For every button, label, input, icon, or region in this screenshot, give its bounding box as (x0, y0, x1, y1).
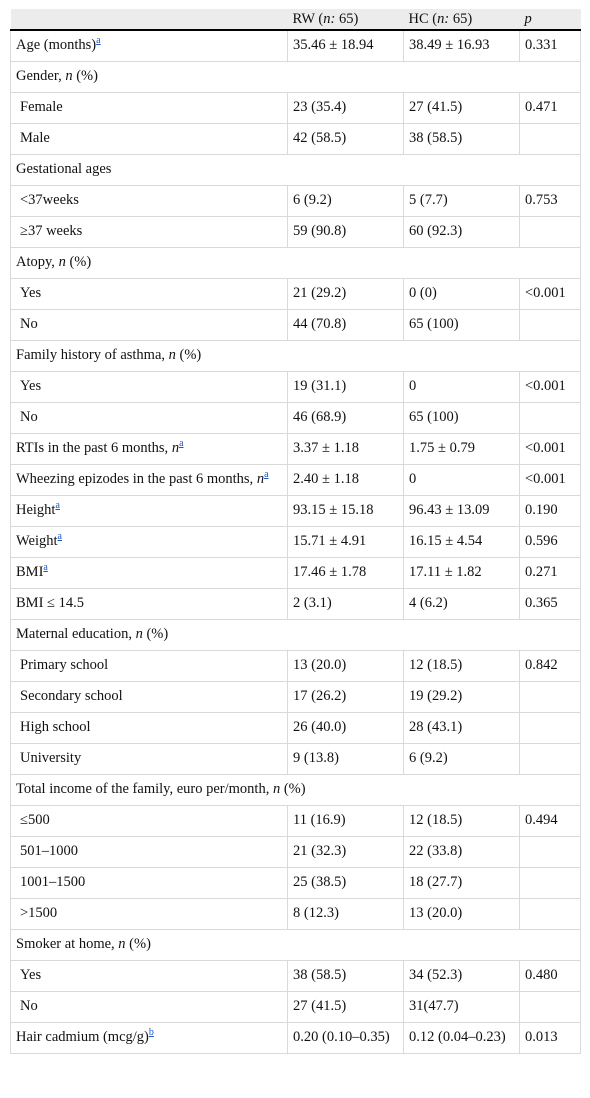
footnote-link[interactable]: a (264, 469, 269, 481)
cell-hc: 13 (20.0) (404, 899, 520, 930)
cell-rw: 27 (41.5) (288, 992, 404, 1023)
table-row (11, 992, 581, 1023)
table-row (11, 961, 581, 992)
cell-hc: 5 (7.7) (404, 186, 520, 217)
table-row (11, 93, 581, 124)
cell-p: 0.480 (520, 961, 581, 992)
cell-hc: 65 (100) (404, 403, 520, 434)
cell-hc: 65 (100) (404, 310, 520, 341)
cell-hc: 0.12 (0.04–0.23) (404, 1023, 520, 1054)
table-row (11, 682, 581, 713)
footnote-link[interactable]: a (96, 35, 101, 47)
cell-p (520, 682, 581, 713)
row-label: Secondary school (11, 682, 288, 713)
cell-p: 0.013 (520, 1023, 581, 1054)
cell-rw: 42 (58.5) (288, 124, 404, 155)
cell-hc: 96.43 ± 13.09 (404, 496, 520, 527)
cell-p: 0.471 (520, 93, 581, 124)
cell-rw: 21 (29.2) (288, 279, 404, 310)
cell-rw: 17 (26.2) (288, 682, 404, 713)
header-row (11, 9, 581, 30)
cell-p (520, 217, 581, 248)
row-label: RTIs in the past 6 months, n$^a$ (11, 434, 288, 465)
cell-hc: 4 (6.2) (404, 589, 520, 620)
cell-p: <0.001 (520, 279, 581, 310)
row-label: No (11, 403, 288, 434)
cell-hc: 31(47.7) (404, 992, 520, 1023)
row-label: <37weeks (11, 186, 288, 217)
section-row (11, 930, 581, 961)
cell-p: 0.596 (520, 527, 581, 558)
cell-p: 0.753 (520, 186, 581, 217)
cell-hc: 28 (43.1) (404, 713, 520, 744)
header-p: p (520, 9, 581, 30)
footnote-link[interactable]: b (148, 1027, 154, 1039)
row-label: BMI$^a$ (11, 558, 288, 589)
row-label: >1500 (11, 899, 288, 930)
table-row (11, 589, 581, 620)
section-label: Atopy, n (%) (11, 248, 581, 279)
footnote-link[interactable]: a (57, 531, 62, 543)
cell-p: 0.331 (520, 30, 581, 62)
cell-hc: 0 (404, 372, 520, 403)
section-row (11, 620, 581, 651)
cell-hc: 12 (18.5) (404, 651, 520, 682)
cell-p: 0.494 (520, 806, 581, 837)
cell-rw: 2.40 ± 1.18 (288, 465, 404, 496)
cell-hc: 22 (33.8) (404, 837, 520, 868)
row-label: Yes (11, 372, 288, 403)
section-row (11, 155, 581, 186)
cell-hc: 19 (29.2) (404, 682, 520, 713)
cell-p: 0.842 (520, 651, 581, 682)
row-label: ≤500 (11, 806, 288, 837)
section-row (11, 62, 581, 93)
cell-rw: 2 (3.1) (288, 589, 404, 620)
table-row (11, 124, 581, 155)
cell-p (520, 713, 581, 744)
cell-hc: 16.15 ± 4.54 (404, 527, 520, 558)
cell-hc: 27 (41.5) (404, 93, 520, 124)
cell-rw: 23 (35.4) (288, 93, 404, 124)
section-label: Gender, n (%) (11, 62, 581, 93)
section-row (11, 248, 581, 279)
section-label: Maternal education, n (%) (11, 620, 581, 651)
row-label: ≥37 weeks (11, 217, 288, 248)
table-row (11, 217, 581, 248)
table-row (11, 496, 581, 527)
row-label: Primary school (11, 651, 288, 682)
table-row (11, 310, 581, 341)
table-row (11, 713, 581, 744)
cell-rw: 17.46 ± 1.78 (288, 558, 404, 589)
row-label: Age (months)$^a$ (11, 30, 288, 62)
cell-rw: 8 (12.3) (288, 899, 404, 930)
row-label: BMI ≤ 14.5 (11, 589, 288, 620)
cell-p (520, 899, 581, 930)
cell-rw: 13 (20.0) (288, 651, 404, 682)
table-container (10, 9, 580, 1054)
row-label: Wheezing epizodes in the past 6 months, n$^a$ (11, 465, 288, 496)
cell-rw: 6 (9.2) (288, 186, 404, 217)
cell-p (520, 837, 581, 868)
cell-hc: 0 (404, 465, 520, 496)
footnote-link[interactable]: a (179, 438, 184, 450)
row-label: Yes (11, 279, 288, 310)
section-label: Family history of asthma, n (%) (11, 341, 581, 372)
cell-rw: 3.37 ± 1.18 (288, 434, 404, 465)
table-row (11, 465, 581, 496)
section-row (11, 775, 581, 806)
row-label: 501–1000 (11, 837, 288, 868)
demographics-table (10, 9, 581, 1054)
cell-rw: 19 (31.1) (288, 372, 404, 403)
cell-p: <0.001 (520, 465, 581, 496)
row-label: Hair cadmium (mcg/g)$^b$ (11, 1023, 288, 1054)
footnote-link[interactable]: a (43, 562, 48, 574)
cell-rw: 0.20 (0.10–0.35) (288, 1023, 404, 1054)
cell-p (520, 992, 581, 1023)
row-label: Height$^a$ (11, 496, 288, 527)
cell-p: <0.001 (520, 434, 581, 465)
table-row (11, 837, 581, 868)
table-row (11, 434, 581, 465)
table-row (11, 806, 581, 837)
cell-hc: 34 (52.3) (404, 961, 520, 992)
table-row (11, 403, 581, 434)
table-row (11, 558, 581, 589)
footnote-link[interactable]: a (55, 500, 60, 512)
cell-p (520, 124, 581, 155)
header-rw: RW (n: 65) (288, 9, 404, 30)
cell-p: 0.271 (520, 558, 581, 589)
table-row (11, 186, 581, 217)
cell-rw: 9 (13.8) (288, 744, 404, 775)
cell-p: 0.365 (520, 589, 581, 620)
header-hc: HC (n: 65) (404, 9, 520, 30)
cell-rw: 59 (90.8) (288, 217, 404, 248)
cell-rw: 46 (68.9) (288, 403, 404, 434)
cell-hc: 60 (92.3) (404, 217, 520, 248)
table-row (11, 651, 581, 682)
table-row (11, 899, 581, 930)
cell-hc: 1.75 ± 0.79 (404, 434, 520, 465)
table-row (11, 1023, 581, 1054)
cell-rw: 21 (32.3) (288, 837, 404, 868)
row-label: Female (11, 93, 288, 124)
row-label: Male (11, 124, 288, 155)
row-label: University (11, 744, 288, 775)
cell-rw: 25 (38.5) (288, 868, 404, 899)
cell-hc: 0 (0) (404, 279, 520, 310)
cell-p (520, 868, 581, 899)
cell-rw: 11 (16.9) (288, 806, 404, 837)
cell-p: <0.001 (520, 372, 581, 403)
cell-hc: 17.11 ± 1.82 (404, 558, 520, 589)
table-row (11, 372, 581, 403)
table-row (11, 30, 581, 62)
cell-rw: 44 (70.8) (288, 310, 404, 341)
section-label: Total income of the family, euro per/month, n (%) (11, 775, 581, 806)
section-label: Smoker at home, n (%) (11, 930, 581, 961)
cell-rw: 35.46 ± 18.94 (288, 30, 404, 62)
header-variable (11, 9, 288, 30)
section-label: Gestational ages (11, 155, 581, 186)
section-row (11, 341, 581, 372)
cell-hc: 6 (9.2) (404, 744, 520, 775)
row-label: 1001–1500 (11, 868, 288, 899)
table-row (11, 527, 581, 558)
row-label: High school (11, 713, 288, 744)
cell-rw: 15.71 ± 4.91 (288, 527, 404, 558)
table-row (11, 744, 581, 775)
cell-p (520, 403, 581, 434)
row-label: No (11, 310, 288, 341)
table-row (11, 868, 581, 899)
cell-rw: 26 (40.0) (288, 713, 404, 744)
cell-p (520, 310, 581, 341)
cell-rw: 93.15 ± 15.18 (288, 496, 404, 527)
cell-p: 0.190 (520, 496, 581, 527)
cell-hc: 38.49 ± 16.93 (404, 30, 520, 62)
row-label: No (11, 992, 288, 1023)
cell-hc: 18 (27.7) (404, 868, 520, 899)
row-label: Weight$^a$ (11, 527, 288, 558)
row-label: Yes (11, 961, 288, 992)
cell-rw: 38 (58.5) (288, 961, 404, 992)
table-row (11, 279, 581, 310)
cell-p (520, 744, 581, 775)
cell-hc: 38 (58.5) (404, 124, 520, 155)
cell-hc: 12 (18.5) (404, 806, 520, 837)
